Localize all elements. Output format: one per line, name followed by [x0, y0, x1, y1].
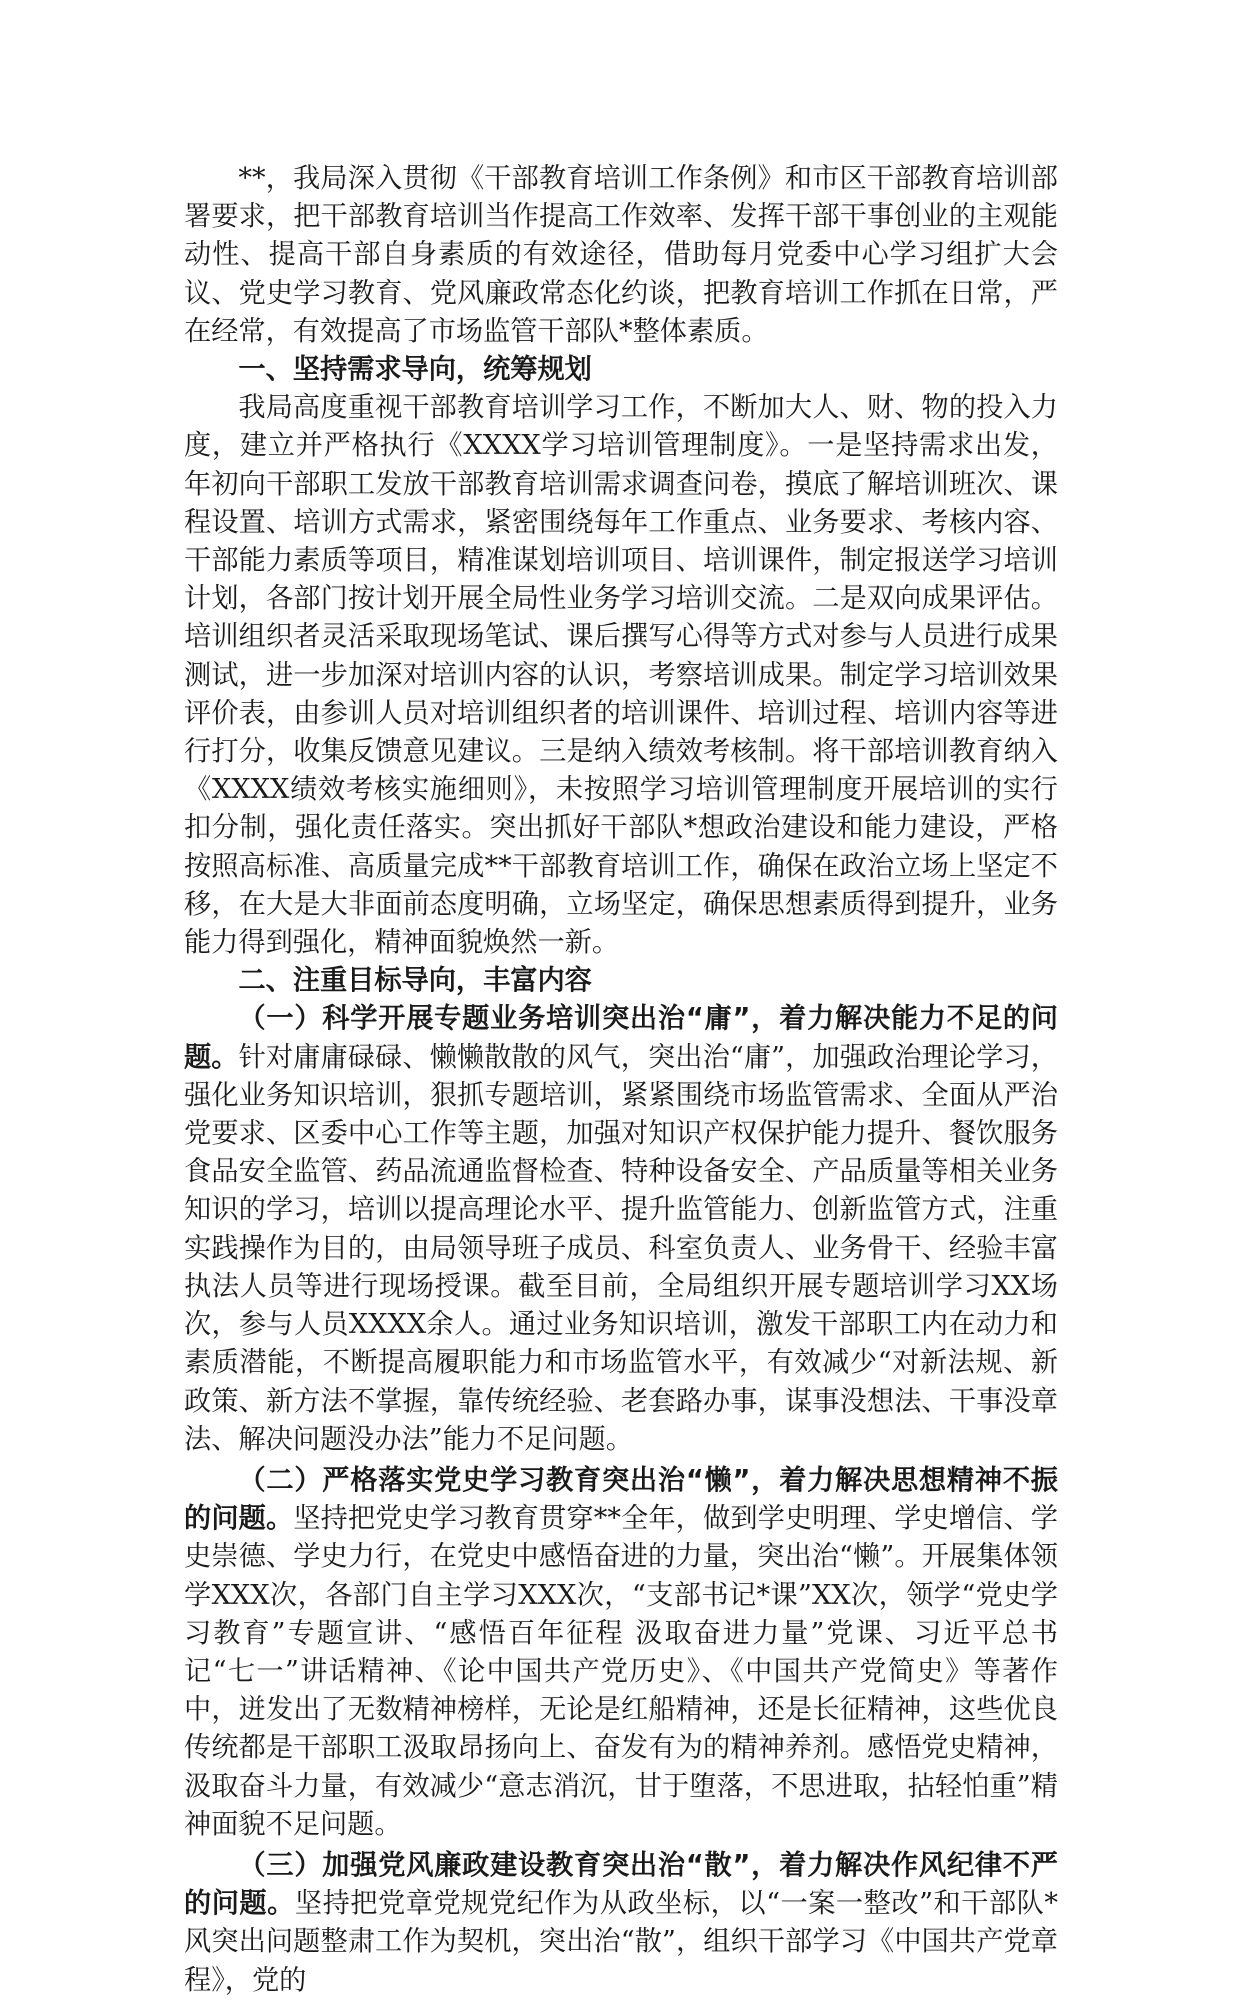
subsection-1-body: 针对庸庸碌碌、懒懒散散的风气，突出治“庸”，加强政治理论学习，强化业务知识培训，狠抓专题培训，紧紧围绕市场监管需求、全面从严治党要求、区委中心工作等主题，加强对知识产权保护能力提升、餐饮服务食品安全监管、药品流通监督检查、特种设备安全、产品质量等相关业务知识的学习，培训以提高理论水平、提升监管能力、创新监管方式，注重实践操作为目的，由局领导班子成员、科室负责人、业务骨干、经验丰富执法人员等进行现场授课。截至目前，全局组织开展专题培训学习XX场次，参与人员XXXX余人。通过业务知识培训，激发干部职工内在动力和素质潜能，不断提高履职能力和市场监管水平，有效减少“对新法规、新政策、新方法不掌握，靠传统经验、老套路办事，谋事没想法、干事没章法、解决问题没办法”能力不足问题。 — [184, 1041, 1058, 1455]
section-2-heading: 二、注重目标导向，丰富内容 — [238, 965, 592, 997]
intro-paragraph: **，我局深入贯彻《干部教育培训工作条例》和市区干部教育培训部署要求，把干部教育培训当作提高工作效率、发挥干部干事创业的主观能动性、提高干部自身素质的有效途径，借助每月党委中心学习组扩大会议、党史学习教育、党风廉政常态化约谈，把教育培训工作抓在日常，严在经常，有效提高了市场监管干部队*整体素质。 — [184, 163, 1058, 347]
document-page — [184, 160, 1058, 2000]
subsection-3-paragraph — [184, 1847, 1058, 2000]
subsection-2-lead: （二）严格落实党史学习教育突出治“懒”，着力解决思想精神不振的问题。 — [184, 1464, 1058, 1535]
subsection-1-lead: （一）科学开展专题业务培训突出治“庸”，着力解决能力不足的问题。 — [184, 1003, 1058, 1073]
subsection-1-paragraph — [184, 1000, 1058, 1458]
subsection-3-body: 坚持把党章党规党纪作为从政坐标，以“一案一整改”和干部队*风突出问题整肃工作为契机，突出治“散”，组织干部学习《中国共产党章程》，党的 — [184, 1888, 1058, 1996]
section-1-heading: 一、坚持需求导向，统筹规划 — [238, 354, 592, 386]
subsection-3-lead: （三）加强党风廉政建设教育突出治“散”，着力解决作风纪律不严的问题。 — [184, 1849, 1058, 1920]
section-1-paragraph: 我局高度重视干部教育培训学习工作，不断加大人、财、物的投入力度，建立并严格执行《XXXX学习培训管理制度》。一是坚持需求出发，年初向干部职工发放干部教育培训需求调查问卷，摸底了解培训班次、课程设置、培训方式需求，紧密围绕每年工作重点、业务要求、考核内容、干部能力素质等项目，精准谋划培训项目、培训课件，制定报送学习培训计划，各部门按计划开展全局性业务学习培训交流。二是双向成果评估。培训组织者灵活采取现场笔试、课后撰写心得等方式对参与人员进行成果测试，进一步加深对培训内容的认识，考察培训成果。制定学习培训效果评价表，由参训人员对培训组织者的培训课件、培训过程、培训内容等进行打分，收集反馈意见建议。三是纳入绩效考核制。将干部培训教育纳入《XXXX绩效考核实施细则》，未按照学习培训管理制度开展培训的实行扣分制，强化责任落实。突出抓好干部队*想政治建设和能力建设，严格按照高标准、高质量完成**干部教育培训工作，确保在政治立场上坚定不移，在大是大非面前态度明确，立场坚定，确保思想素质得到提升，业务能力得到强化，精神面貌焕然一新。 — [184, 392, 1058, 959]
subsection-2-paragraph — [184, 1462, 1058, 1844]
subsection-2-body: 坚持把党史学习教育贯穿**全年，做到学史明理、学史增信、学史崇德、学史力行，在党史中感悟奋进的力量，突出治“懒”。开展集体领学XXX次，各部门自主学习XXX次，“支部书记*课”XX次，领学“党史学习教育”专题宣讲、“感悟百年征程 汲取奋进力量”党课、习近平总书记“七一”讲话精神、《论中国共产党历史》、《中国共产党简史》等著作中，迸发出了无数精神榜样，无论是红船精神，还是长征精神，这些优良传统都是干部职工汲取昂扬向上、奋发有为的精神养剂。感悟党史精神，汲取奋斗力量，有效减少“意志消沉，甘于堕落，不思进取，拈轻怕重”精神面貌不足问题。 — [184, 1503, 1058, 1840]
